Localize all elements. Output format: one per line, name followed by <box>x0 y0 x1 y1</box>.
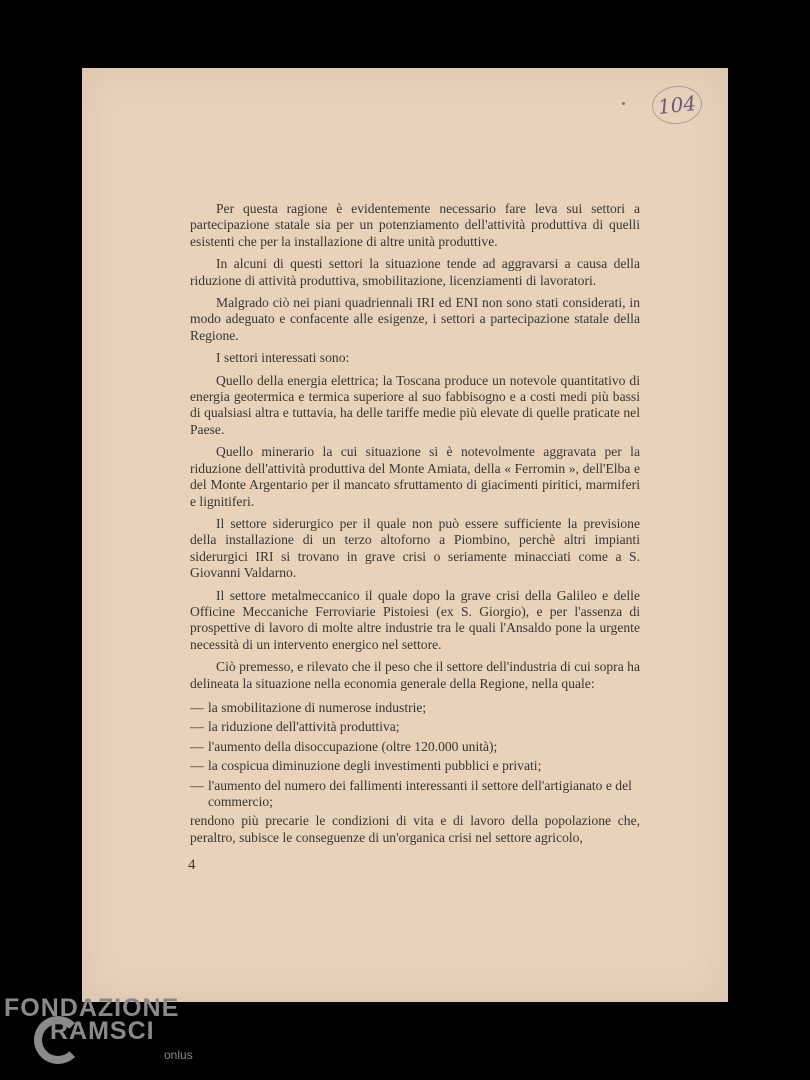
paragraph: I settori interessati sono: <box>216 350 350 366</box>
paragraph: rendono più precarie le condizioni di vita e di lavoro della popolazione che, peraltro, subisce le conseguenze di un'organica crisi nel settore agricolo, <box>190 813 640 845</box>
dash-list <box>190 700 640 810</box>
paragraph: Il settore siderurgico per il quale non può essere sufficiente la previsione della installazione di un terzo altoforno a Piombino, perchè altri impianti siderurgici IRI si trovano in grave crisi o seriamente minacciati come a S. Giovanni Valdarno. <box>190 515 640 581</box>
list-item: — la riduzione dell'attività produttiva; <box>190 719 640 735</box>
list-item: — l'aumento del numero dei fallimenti interessanti il settore dell'artigianato e del commercio; <box>190 778 640 811</box>
list-item: — la smobilitazione di numerose industrie; <box>190 700 640 716</box>
page-number: 4 <box>188 857 196 873</box>
paragraph: Malgrado ciò nei piani quadriennali IRI ed ENI non sono stati considerati, in modo adeguato e confacente alle esigenze, i settori a partecipazione statale della Regione. <box>190 295 640 343</box>
fondazione-gramsci-logo <box>4 994 204 1074</box>
ink-dot <box>622 102 625 105</box>
paragraph: Quello minerario la cui situazione si è notevolmente aggravata per la riduzione dell'attività produttiva del Monte Amiata, della « Ferromin », dell'Elba e del Monte Argentario per il mancato sfruttamento di giacimenti piritici, marmiferi e lignitiferi. <box>190 444 640 509</box>
list-item: — la cospicua diminuzione degli investimenti pubblici e privati; <box>190 758 640 774</box>
paragraph: In alcuni di questi settori la situazione tende ad aggravarsi a causa della riduzione di attività produttiva, smobilitazione, licenziamenti di lavoratori. <box>190 256 640 288</box>
document-body <box>190 201 640 852</box>
logo-line-2: RAMSCI <box>50 1017 155 1045</box>
paragraph: Per questa ragione è evidentemente necessario fare leva sui settori a partecipazione statale sia per un potenziamento dell'attività produttiva di quelli esistenti che per la installazione di altre unità produttive. <box>190 201 640 249</box>
paragraph: Il settore metalmeccanico il quale dopo la grave crisi della Galileo e delle Officine Meccaniche Ferroviarie Pistoiesi (ex S. Giorgio), e per l'assenza di prospettive di lavoro di molte altre industrie tra le quali l'Ansaldo pone la urgente necessità di un intervento energico nel settore. <box>190 587 640 652</box>
paragraph: Quello della energia elettrica; la Toscana produce un notevole quantitativo di energia geotermica e termica superiore al suo fabbisogno e a costi medi più bassi di qualsiasi altra e tuttavia, ha delle tariffe medie più elevate di quelle praticate nel Paese. <box>190 372 640 437</box>
paragraph: Ciò premesso, e rilevato che il peso che il settore dell'industria di cui sopra ha delineata la situazione nella economia generale della Regione, nella quale: <box>190 659 640 691</box>
list-item: — l'aumento della disoccupazione (oltre 120.000 unità); <box>190 739 640 755</box>
document-page <box>82 68 728 1002</box>
handwritten-page-annotation: 104 <box>650 83 704 126</box>
logo-line-1: FONDAZIONE <box>4 994 180 1022</box>
logo-line-3: onlus <box>164 1048 193 1062</box>
